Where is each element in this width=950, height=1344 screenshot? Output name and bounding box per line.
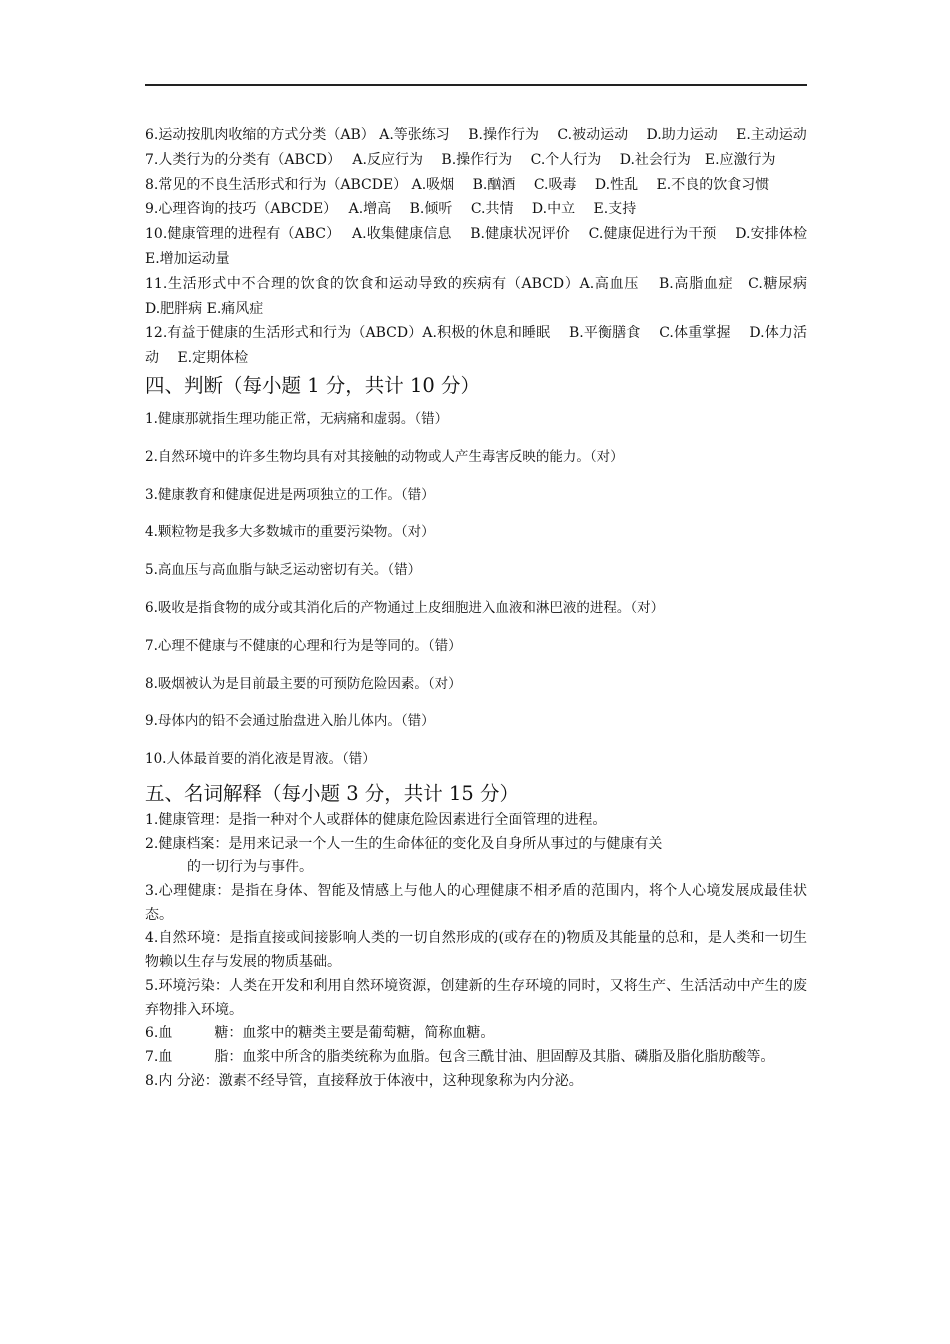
mc-question-9: 9.心理咨询的技巧（ABCDE） A.增高 B.倾听 C.共情 D.中立 E.支持 (145, 201, 637, 218)
judgment-section-title: 四、判断（每小题 1 分，共计 10 分） (145, 373, 481, 397)
mc-question-10: 10.健康管理的进程有（ABC） A.收集健康信息 B.健康状况评价 C.健康促进行为干预 D.安排体检 E.增加运动量 (145, 226, 826, 267)
term-item-8: 8.内 分泌：激素不经导管，直接释放于体液中，这种现象称为内分泌。 (145, 1072, 583, 1089)
document-body (145, 123, 826, 1093)
header-rule (145, 84, 807, 86)
term-item-6: 6.血 糖：血浆中的糖类主要是葡萄糖，简称血糖。 (145, 1025, 495, 1042)
judgment-item-7: 7.心理不健康与不健康的心理和行为是等同的。（错） (145, 637, 462, 654)
mc-question-8: 8.常见的不良生活形式和行为（ABCDE） A.吸烟 B.酗酒 C.吸毒 D.性乱 E.不良的饮食习惯 (145, 176, 770, 193)
mc-question-6: 6.运动按肌肉收缩的方式分类（AB） A.等张练习 B.操作行为 C.被动运动 D.助力运动 E.主动运动 (145, 127, 807, 143)
mc-question-12: 12.有益于健康的生活形式和行为（ABCD）A.积极的休息和睡眠 B.平衡膳食 C.体重掌握 D.体力活动 E.定期体检 (145, 325, 807, 367)
judgment-item-8: 8.吸烟被认为是目前最主要的可预防危险因素。（对） (145, 675, 462, 692)
term-item-1: 1.健康管理：是指一种对个人或群体的健康危险因素进行全面管理的进程。 (145, 811, 607, 828)
judgment-item-4: 4.颗粒物是我多大多数城市的重要污染物。（对） (145, 524, 435, 541)
judgment-item-9: 9.母体内的铅不会通过胎盘进入胎儿体内。（错） (145, 713, 435, 730)
term-item-3: 3.心理健康：是指在身体、智能及情感上与他人的心理健康不相矛盾的范围内，将个人心境发展成最佳状态。 (145, 883, 807, 923)
judgment-item-2: 2.自然环境中的许多生物均具有对其接触的动物或人产生毒害反映的能力。（对） (145, 448, 624, 465)
multiple-choice-section (145, 123, 826, 371)
term-item-4: 4.自然环境：是指直接或间接影响人类的一切自然形成的(或存在的)物质及其能量的总和，是人类和一切生物赖以生存与发展的物质基础。 (145, 930, 807, 971)
terms-section-title: 五、名词解释（每小题 3 分，共计 15 分） (145, 781, 520, 805)
judgment-item-5: 5.高血压与高血脂与缺乏运动密切有关。（错） (145, 562, 422, 579)
terms-section (145, 809, 807, 1093)
judgment-section (145, 401, 807, 779)
judgment-item-6: 6.吸收是指食物的成分或其消化后的产物通过上皮细胞进入血液和淋巴液的进程。（对） (145, 599, 665, 616)
term-item-7: 7.血 脂：血浆中所含的脂类统称为血脂。包含三酰甘油、胆固醇及其脂、磷脂及脂化脂肪酸等。 (145, 1048, 775, 1065)
mc-question-7: 7.人类行为的分类有（ABCD） A.反应行为 B.操作行为 C.个人行为 D.社会行为 E.应激行为 (145, 151, 776, 168)
term-item-2: 2.健康档案：是用来记录一个人一生的生命体征的变化及自身所从事过的与健康有关 (145, 835, 663, 852)
judgment-item-1: 1.健康那就指生理功能正常，无病痛和虚弱。（错） (145, 410, 449, 427)
mc-question-11: 11.生活形式中不合理的饮食的饮食和运动导致的疾病有（ABCD）A.高血压 B.高脂血症 C.糖尿病 D.肥胖病 E.痛风症 (145, 275, 826, 317)
judgment-item-3: 3.健康教育和健康促进是两项独立的工作。（错） (145, 486, 435, 503)
judgment-item-10: 10.人体最首要的消化液是胃液。（错） (145, 751, 376, 768)
term-item-2-continued: 的一切行为与事件。 (187, 859, 313, 876)
term-item-5: 5.环境污染：人类在开发和利用自然环境资源，创建新的生存环境的同时，又将生产、生活活动中产生的废弃物排入环境。 (145, 977, 807, 1018)
